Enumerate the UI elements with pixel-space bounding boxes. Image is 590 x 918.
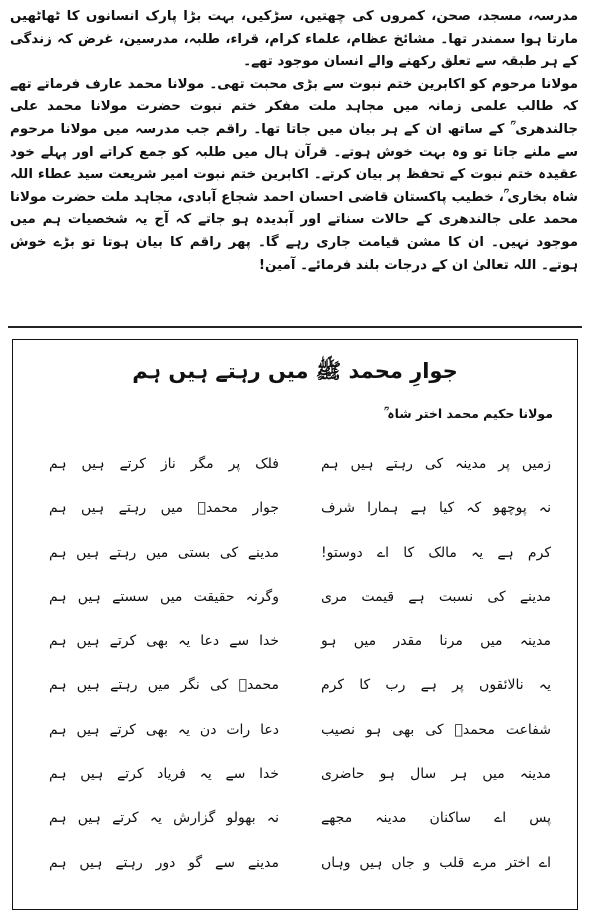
poem-author: مولانا حکیم محمد اختر شاہ ؒ (384, 406, 553, 421)
couplet-first-line: مدینہ میں ہر سال ہو حاضری (321, 766, 551, 783)
couplet-first-line: شفاعت محمدؐ کی بھی ہو نصیب (321, 721, 551, 738)
couplet-first-line: کرم ہے یہ مالک کا اے دوستو! (321, 544, 551, 561)
poem-couplets (13, 453, 577, 896)
couplet-first-line: یہ نالائقوں پر ہے رب کا کرم (321, 677, 551, 694)
couplet-second-line: فلک پر مگر ناز کرتے ہیں ہم (49, 456, 279, 472)
section-divider (8, 326, 582, 328)
article-prose (10, 6, 578, 277)
couplet-second-line: خدا سے یہ فریاد کرتے ہیں ہم (49, 766, 279, 783)
poem-box (12, 339, 578, 910)
poem-couplet (13, 586, 577, 630)
couplet-first-line: نہ پوچھو کہ کیا ہے ہمارا شرف (321, 500, 551, 517)
couplet-second-line: مدینے سے گو دور رہتے ہیں ہم (49, 854, 279, 871)
poem-couplet (13, 674, 577, 718)
couplet-first-line: اے اختر مرے قلب و جاں ہیں وہاں (321, 854, 551, 871)
poem-couplet (13, 542, 577, 586)
poem-couplet (13, 763, 577, 807)
couplet-first-line: مدینہ میں مرنا مقدر میں ہو (321, 633, 551, 650)
couplet-first-line: پس اے ساکنان مدینہ مجھے (321, 810, 551, 827)
poem-couplet (13, 807, 577, 851)
poem-couplet (13, 630, 577, 674)
prose-paragraph: مولانا مرحوم کو اکابرین ختم نبوت سے بڑی محبت تھی۔ مولانا محمد عارف فرماتے تھے کہ طالب علمی زمانہ میں مجاہد ملت مفکر ختم نبوت حضرت مولانا محمد علی جالندھری ؒ کے ساتھ ان کے ہر بیان میں جاتا تھا۔ راقم جب مدرسہ میں مولانا مرحوم سے ملنے جاتا تو وہ بہت خوش ہوتے۔ قرآن ہال میں طلبہ کو جمع کراتے اور پہلے خود عقیدہ ختم نبوت کے تحفظ پر بیان کرتے۔ اکابرین ختم نبوت امیر شریعت سید عطاء اللہ شاہ بخاری ؒ، خطیب پاکستان قاضی احسان احمد شجاع آبادی، مجاہد ملت حضرت مولانا محمد علی جالندھری کے حالات سناتے اور آبدیدہ ہو جاتے کہ آج یہ شخصیات ہم میں موجود نہیں۔ ان کا مشن قیامت جاری رہے گا۔ پھر راقم کا بیان ہوتا تو بڑے خوش ہوتے۔ اللہ تعالیٰ ان کے درجات بلند فرمائے۔ آمین! (10, 76, 578, 273)
couplet-second-line: نہ بھولو گزارش یہ کرتے ہیں ہم (49, 810, 279, 827)
couplet-first-line: مدینے کی نسبت ہے قیمت مری (321, 588, 551, 605)
couplet-second-line: محمدؐ کی نگر میں رہتے ہیں ہم (49, 677, 279, 694)
poem-couplet (13, 719, 577, 763)
couplet-second-line: مدینے کی بستی میں رہتے ہیں ہم (49, 544, 279, 561)
poem-couplet (13, 852, 577, 896)
couplet-second-line: دعا رات دن یہ بھی کرتے ہیں ہم (49, 721, 279, 738)
couplet-second-line: خدا سے دعا یہ بھی کرتے ہیں ہم (49, 633, 279, 650)
poem-couplet (13, 453, 577, 497)
poem-title: جوارِ محمد ﷺ میں رہتے ہیں ہم (132, 359, 458, 383)
prose-paragraph: مدرسہ، مسجد، صحن، کمروں کی چھتیں، سڑکیں، بہت بڑا پارک انسانوں کا ٹھاٹھیں مارتا ہوا سمندر تھا۔ مشائخ عظام، علماء کرام، قراء، طلبہ، مدرسین، غرض کہ زندگی کے ہر طبقہ سے تعلق رکھنے والے انسان موجود تھے۔ (10, 9, 578, 70)
couplet-first-line: زمیں پر مدینہ کی رہتے ہیں ہم (321, 456, 551, 472)
couplet-second-line: جوار محمدؐ میں رہتے ہیں ہم (49, 500, 279, 517)
couplet-second-line: وگرنہ حقیقت میں سستے ہیں ہم (49, 588, 279, 605)
poem-couplet (13, 497, 577, 541)
